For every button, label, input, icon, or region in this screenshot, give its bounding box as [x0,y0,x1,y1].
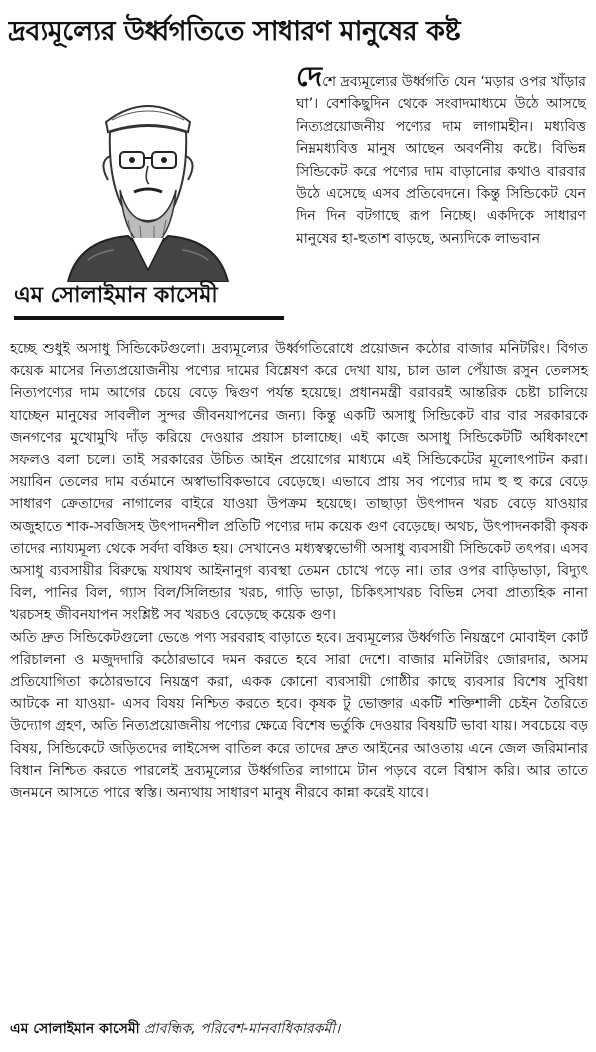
article-intro-column [296,66,586,336]
signature-name: এম সোলাইমান কাসেমী [10,1021,140,1037]
article-body [10,338,588,1008]
drop-cap: দে [296,66,323,93]
author-signature [10,1014,588,1044]
intro-text: শে দ্রব্যমূল্যের উর্ধ্বগতি যেন ‘মড়ার ওপর খাঁড়ার ঘা’। বেশকিছুদিন থেকে সংবাদমাধ্যমে উঠে আসছে নিত্যপ্রয়োজনীয় পণ্যের দাম লাগামহীন। মধ্যবিত্ত নিম্নমধ্যবিত্ত মানুষ আছেন অবর্ণনীয় কষ্টে। বিভিন্ন সিন্ডিকেট করে পণ্যের দাম বাড়ানোর কথাও বারবার উঠে এসেছে এসব প্রতিবেদনে। কিন্তু সিন্ডিকেট যেন দিন দিন বটগাছে রূপ নিচ্ছে। একদিকে সাধারণ মানুষের হা-হুতাশ বাড়ছে, অন্যদিকে লাভবান [296,74,586,247]
author-banner-underline [14,316,284,320]
author-portrait-sketch [28,70,268,282]
signature-role: প্রাবন্ধিক, পরিবেশ-মানবাধিকারকর্মী। [144,1021,341,1037]
author-portrait-photo [28,70,268,282]
author-name-banner: এম সোলাইমান কাসেমী [14,283,218,308]
body-paragraph: হচ্ছে শুধুই অসাধু সিন্ডিকেটগুলো। দ্রব্যমূল্যের উর্ধ্বগতিরোধে প্রয়োজন কঠোর বাজার মনিটরিং। বিগত কয়েক মাসের নিত্যপ্রয়োজনীয় পণ্যের দামের বিশ্লেষণ করে দেখা যায়, চাল ডাল পেঁয়াজ রসুন তেলসহ নিত্যপণ্যের দাম আগের চেয়ে বেড়ে দ্বিগুণ পর্যন্ত হয়েছে। প্রধানমন্ত্রী বরাবরই আন্তরিক চেষ্টা চালিয়ে যাচ্ছেন মানুষের সাবলীল সুন্দর জীবনযাপনের জন্য। কিন্তু একটি অসাধু সিন্ডিকেট বার বার সরকারকে জনগণের মুখোমুখি দাঁড় করিয়ে দেওয়ার প্রয়াস চালাচ্ছে। এই কাজে অসাধু সিন্ডিকেটটি অধিকাংশে সফলও বলা চলে। তাই সরকারের উচিত আইন প্রয়োগের মাধ্যমে এই সিন্ডিকেটের মূলোৎপাটন করা। সয়াবিন তেলের দাম বর্তমানে অস্বাভাবিকভাবে বেড়েছে। এভাবে প্রায় সব পণ্যের দাম হু হু করে বেড়ে সাধারণ ক্রেতাদের নাগালের বাইরে যাওয়া উপক্রম হয়েছে। তাছাড়া উৎপাদন খরচ বেড়ে যাওয়ার অজুহাতে শাক-সবজিসহ উৎপাদনশীল প্রতিটি পণ্যের দাম কয়েক গুণ বেড়েছে। অথচ, উৎপাদনকারী কৃষক তাদের ন্যায্যমূল্য থেকে সর্বদা বঞ্চিত হয়। সেখানেও মধ্যস্বত্বভোগী অসাধু ব্যবসায়ী সিন্ডিকেট তৎপর। এসব অসাধু ব্যবসায়ীর বিরুদ্ধে যথাযথ আইনানুগ ব্যবস্থা তেমন চোখে পড়ে না। তার ওপর বাড়িভাড়া, বিদ্যুৎ বিল, পানির বিল, গ্যাস বিল/সিলিন্ডার খরচ, গাড়ি ভাড়া, চিকিৎসাখরচ বিভিন্ন সেবা প্রাত্যহিক নানা খরচসহ জীবনযাপন সংশ্লিষ্ট সব খরচও বেড়েছে কয়েক গুণ। [10,341,588,624]
article-headline: দ্রব্যমূল্যের উর্ধ্বগতিতে সাধারণ মানুষের কষ্ট [8,16,461,47]
body-paragraph: অতি দ্রুত সিন্ডিকেটগুলো ভেঙে পণ্য সরবরাহ বাড়াতে হবে। দ্রব্যমূল্যের উর্ধ্বগতি নিয়ন্ত্রণে মোবাইল কোর্ট পরিচালনা ও মজুদদারি কঠোরভাবে দমন করতে হবে সারা দেশে। বাজার মনিটরিং জোরদার, অসম প্রতিযোগিতা কঠোরভাবে নিয়ন্ত্রণ করা, একক কোনো ব্যবসায়ী গোষ্ঠীর কাছে ব্যবসার বিশেষ সুবিধা আটকে না যাওয়া- এসব বিষয় নিশ্চিত করতে হবে। কৃষক টু ভোক্তার একটি শক্তিশালী চেইন তৈরিতে উদ্যোগ গ্রহণ, অতি নিত্যপ্রয়োজনীয় পণ্যের ক্ষেত্রে বিশেষ ভর্তুকি দেওয়ার বিষয়টি ভাবা যায়। সবচেয়ে বড় বিষয়, সিন্ডিকেটে জড়িতদের লাইসেন্স বাতিল করে তাদের দ্রুত আইনের আওতায় এনে জেল জরিমানার বিধান নিশ্চিত করতে পারলেই দ্রব্যমূল্যের উর্ধ্বগতির লাগামে টান পড়বে বলে বিশ্বাস করি। আর তাতে জনমনে আসতে পারে স্বস্তি। অন্যথায় সাধারণ মানুষ নীরবে কান্না করেই যাবে। [10,629,588,802]
